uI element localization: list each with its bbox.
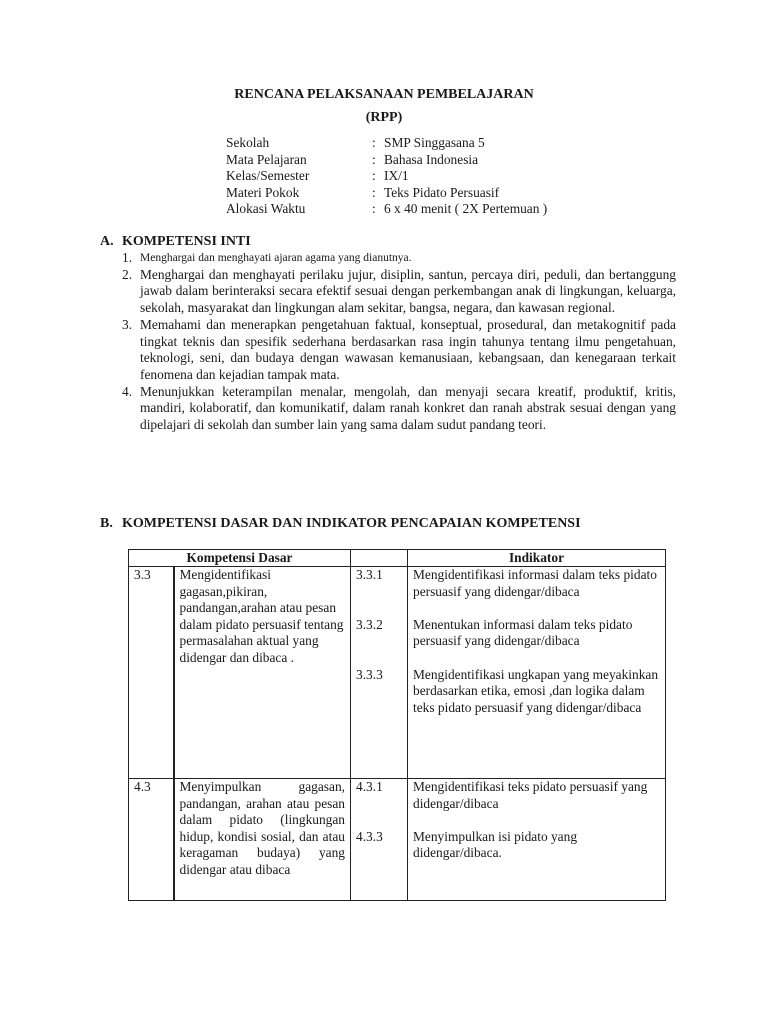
item-text: Menghargai dan menghayati perilaku jujur, disiplin, santun, percaya diri, peduli, dan bertanggung jawab dalam berinteraksi secara efektif sesuai dengan perkembangan anak di lingkungan, keluarga, sekolah, masyarakat dan lingkungan alam sekitar, bangsa, negara, dan kawasan regional. [140, 266, 676, 316]
item-text: Memahami dan menerapkan pengetahuan faktual, konseptual, prosedural, dan metakognitif pada tingkat teknis dan spesifik sederhana berdasarkan rasa ingin tahunya tentang ilmu pengetahuan, teknologi, seni, dan budaya dengan wawasan kemanusiaan, kebangsaan, dan kenegaraan terkait fenomena dan kejadian tampak mata. [140, 316, 676, 382]
kd-number: 4.3 [129, 779, 174, 901]
indicator-numbers [351, 779, 408, 901]
colon: : [372, 201, 376, 217]
info-row [226, 185, 547, 202]
indicator-number: 3.3.1 [356, 567, 383, 582]
table-header-row [129, 550, 666, 567]
info-block [226, 135, 547, 218]
section-title: KOMPETENSI INTI [122, 234, 251, 249]
item-number: 3. [122, 316, 133, 332]
header-indikator: Indikator [408, 550, 666, 567]
info-value: SMP Singgasana 5 [384, 135, 485, 150]
info-value: 6 x 40 menit ( 2X Pertemuan ) [384, 201, 548, 217]
indicator-text: Menyimpulkan isi pidato yang didengar/dibaca. [413, 828, 578, 861]
header-blank [351, 550, 408, 567]
indicator-texts [408, 567, 666, 779]
list-item [122, 267, 676, 317]
kd-text: Mengidentifikasi gagasan,pikiran, pandangan,arahan atau pesan dalam pidato persuasif tentang permasalahan aktual yang didengar dan dibaca . [174, 567, 351, 779]
info-row [226, 152, 547, 169]
info-value: IX/1 [384, 168, 409, 184]
indicator-number: 3.3.3 [356, 666, 383, 682]
info-row [226, 201, 547, 218]
indicator-text: Mengidentifikasi informasi dalam teks pidato persuasif yang didengar/dibaca [413, 567, 657, 599]
info-label: Kelas/Semester [226, 168, 310, 184]
item-number: 2. [122, 266, 133, 282]
info-label: Alokasi Waktu [226, 201, 306, 217]
section-number: A. [100, 234, 114, 249]
indicator-text: Mengidentifikasi ungkapan yang meyakinkan berdasarkan etika, emosi ,dan logika dalam teks pidato persuasif yang didengar/dibaca [413, 666, 659, 715]
info-label: Sekolah [226, 135, 270, 150]
header-kompetensi-dasar: Kompetensi Dasar [129, 550, 351, 567]
table-row [129, 779, 666, 901]
colon: : [372, 184, 376, 200]
item-number: 1. [122, 250, 133, 265]
indicator-number: 3.3.2 [356, 616, 383, 632]
indicator-text: Menentukan informasi dalam teks pidato persuasif yang didengar/dibaca [413, 616, 633, 649]
info-value: Teks Pidato Persuasif [384, 184, 500, 200]
list-item [122, 317, 676, 384]
indicator-text: Mengidentifikasi teks pidato persuasif yang didengar/dibaca [413, 779, 648, 811]
info-label: Mata Pelajaran [226, 151, 307, 167]
list-item [122, 384, 676, 434]
info-label: Materi Pokok [226, 184, 300, 200]
colon: : [372, 168, 376, 184]
colon: : [372, 151, 376, 167]
document-subtitle: (RPP) [365, 110, 403, 125]
kd-indikator-table [128, 549, 666, 901]
item-text: Menunjukkan keterampilan menalar, mengolah, dan menyaji secara kreatif, produktif, kritis, mandiri, kolaboratif, dan komunikatif, dalam ranah konkret dan ranah abstrak sesuai dengan yang dipelajari di sekolah dan sumber lain yang sama dalam sudut pandang teori. [140, 383, 676, 433]
colon: : [372, 135, 376, 150]
indicator-texts [408, 779, 666, 901]
info-value: Bahasa Indonesia [384, 151, 479, 167]
section-title: KOMPETENSI DASAR DAN INDIKATOR PENCAPAIAN KOMPETENSI [122, 516, 581, 531]
kd-text: Menyimpulkan gagasan, pandangan, arahan atau pesan dalam pidato (lingkungan hidup, kondisi sosial, dan atau keragaman budaya) yang didengar atau dibaca [174, 779, 351, 901]
indicator-number: 4.3.3 [356, 828, 383, 844]
kompetensi-inti-list [122, 250, 676, 434]
item-number: 4. [122, 383, 133, 399]
indicator-numbers [351, 567, 408, 779]
info-row [226, 135, 547, 152]
kd-number: 3.3 [129, 567, 174, 779]
indicator-number: 4.3.1 [356, 779, 383, 794]
section-b-heading [100, 516, 581, 532]
item-text: Menghargai dan menghayati ajaran agama yang dianutnya. [140, 252, 412, 264]
table-row [129, 567, 666, 779]
list-item [122, 250, 676, 267]
document-title: RENCANA PELAKSANAAN PEMBELAJARAN [234, 87, 534, 102]
section-number: B. [100, 516, 113, 531]
info-row [226, 168, 547, 185]
section-a-heading [100, 234, 251, 250]
